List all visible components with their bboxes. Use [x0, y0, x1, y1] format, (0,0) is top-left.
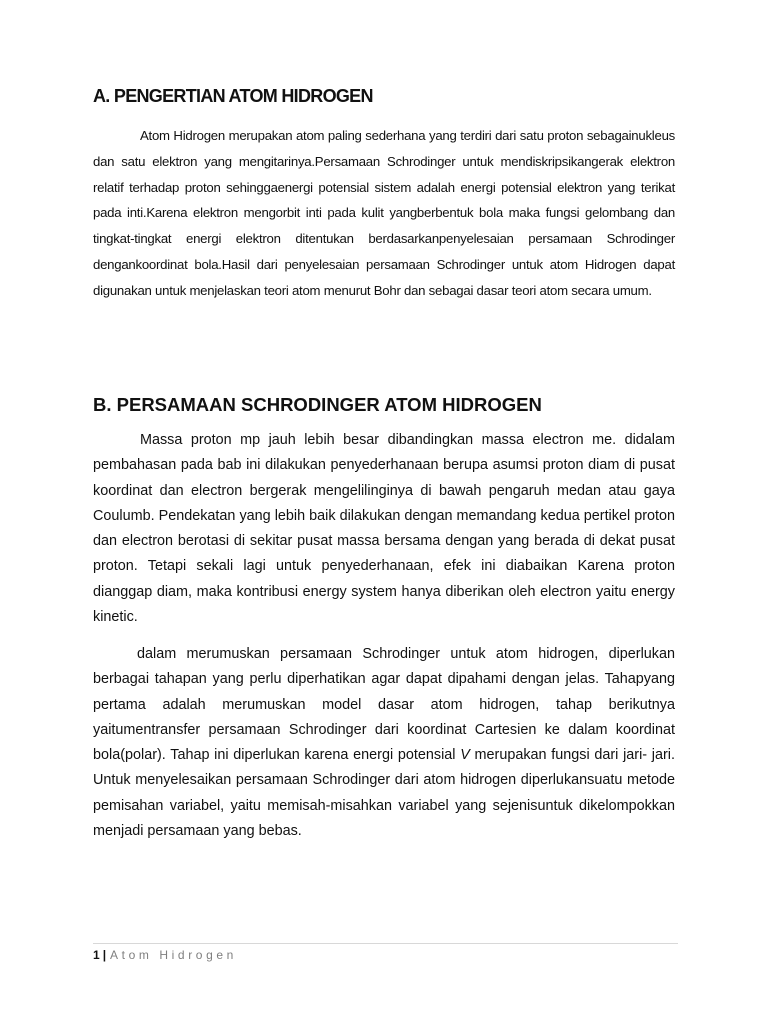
potential-symbol: V	[460, 747, 470, 764]
section-a-paragraph: Atom Hidrogen merupakan atom paling sederhana yang terdiri dari satu proton sebagainukleus dan satu elektron yang mengitarinya.Persamaan Schrodinger untuk mendiskripsikangerak elektron relatif terhadap proton sehinggaenergi potensial sistem adalah energi potensial elektron yang terikat pada inti.Karena elektron mengorbit inti pada kulit yangberbentuk bola maka fungsi gelombang dan tingkat-tingkat energi elektron ditentukan berdasarkanpenyelesaian persamaan Schrodinger dengankoordinat bola.Hasil dari penyelesaian persamaan Schrodinger untuk atom Hidrogen dapat digunakan untuk menjelaskan teori atom menurut Bohr dan sebagai dasar teori atom secara umum.	[93, 128, 675, 298]
footer-running-title: Atom Hidrogen	[110, 948, 237, 962]
page-footer	[93, 948, 237, 962]
section-b-paragraph-2	[93, 642, 675, 844]
section-b-heading: B. PERSAMAAN SCHRODINGER ATOM HIDROGEN	[93, 394, 542, 415]
footer-separator: |	[102, 948, 107, 962]
section-b-paragraph-1: Massa proton mp jauh lebih besar dibandingkan massa electron me. didalam pembahasan pada bab ini dilakukan penyederhanaan berupa asumsi proton diam di pusat koordinat dan electron bergerak mengelilinginya di bawah pengaruh medan atau gaya Coulumb. Pendekatan yang lebih baik dilakukan dengan memandang kedua pertikel proton dan electron berotasi di sekitar pusat massa bersama dengan yang berada di dekat pusat proton. Tetapi sekali lagi untuk penyederhanaan, efek ini diabaikan Karena proton dianggap diam, maka kontribusi energy system hanya diberikan oleh electron yaitu energy kinetic.	[93, 432, 675, 626]
paragraph-2-text-start: dalam merumuskan persamaan Schrodinger untuk atom hidrogen, diperlukan berbagai tahapan yang perlu diperhatikan agar dapat dipahami dengan jelas. Tahapyang pertama adalah merumuskan model dasar atom hidrogen, tahap berikutnya yaitumentransfer persamaan Schrodinger dari koordinat Cartesien ke dalam koordinat bola(polar). Tahap ini diperlukan karena energi potensial	[93, 646, 675, 764]
footer-divider	[93, 943, 678, 944]
page-number: 1	[93, 948, 100, 962]
paragraph-2-text-end: merupakan fungsi dari jari- jari. Untuk menyelesaikan persamaan Schrodinger dari atom hidrogen diperlukansuatu metode pemisahan variabel, yaitu memisah-misahkan variabel yang sejenisuntuk dikelompokkan menjadi persamaan yang bebas.	[93, 747, 675, 840]
section-a-heading: A. PENGERTIAN ATOM HIDROGEN	[93, 86, 373, 106]
